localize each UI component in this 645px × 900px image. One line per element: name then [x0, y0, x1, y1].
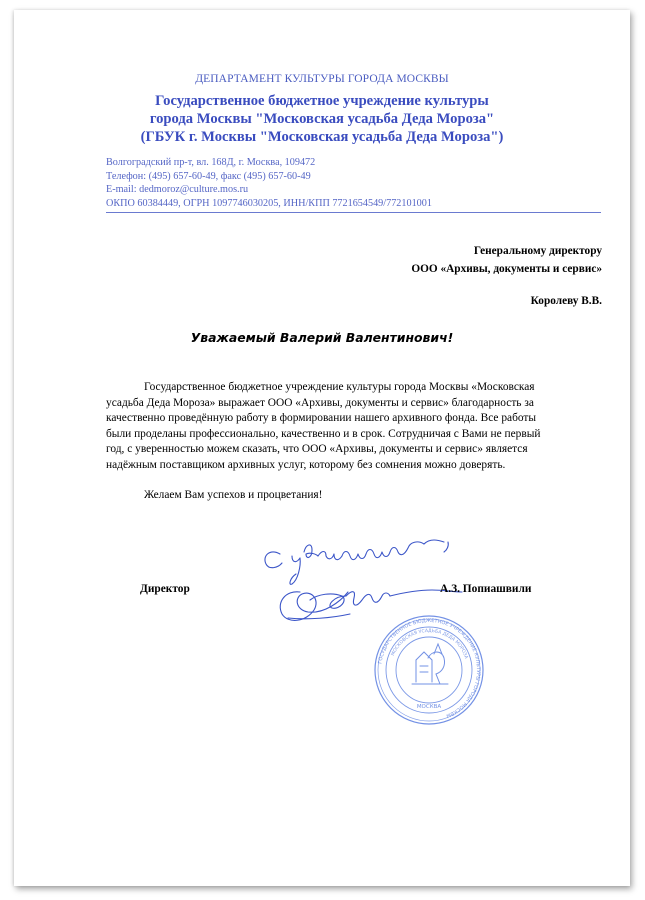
- paragraph-line: качественно проведённую работу в формировании нашего архивного фонда. Все работы: [106, 412, 537, 425]
- paragraph-line: надёжным поставщиком архивных услуг, которому без сомнения можно доверять.: [106, 458, 506, 471]
- paragraph-line: год, с уверенностью можем сказать, что ООО «Архивы, документы и сервис» является: [106, 443, 528, 456]
- address-line: Волгоградский пр-т, вл. 168Д, г. Москва, 109472: [106, 157, 316, 168]
- salutation: Уважаемый Валерий Валентинович!: [190, 330, 454, 345]
- addressee-name: Королеву В.В.: [530, 295, 602, 307]
- signatory-title: Директор: [140, 583, 190, 595]
- department-name: ДЕПАРТАМЕНТ КУЛЬТУРЫ ГОРОДА МОСКВЫ: [195, 73, 449, 85]
- phone-line: Телефон: (495) 657-60-49, факс (495) 657-60-49: [106, 170, 311, 182]
- addressee-position: Генеральному директору: [473, 245, 602, 257]
- org-title-line-2: города Москвы "Московская усадьба Деда Мороза": [149, 111, 495, 127]
- addressee-block: [411, 242, 602, 310]
- paragraph-line: были проделаны профессионально, качественно и в срок. Сотрудничая с Вами не первый: [106, 427, 541, 440]
- codes-line: ОКПО 60384449, ОГРН 1097746030205, ИНН/КПП 7721654549/772101001: [106, 197, 432, 209]
- letter-page: [14, 10, 630, 886]
- org-title-line-3: (ГБУК г. Москвы "Московская усадьба Деда Мороза"): [140, 129, 504, 145]
- paragraph-line: Государственное бюджетное учреждение культуры города Москвы «Московская: [144, 381, 535, 393]
- letterhead-divider: [106, 212, 601, 213]
- official-seal-stamp: [372, 614, 486, 726]
- letter-paragraph: [106, 380, 600, 474]
- org-title-line-1: Государственное бюджетное учреждение культуры: [155, 93, 489, 109]
- letter-body: [14, 10, 630, 886]
- svg-text:МОСКОВСКАЯ УСАДЬБА ДЕДА МОРОЗА: МОСКОВСКАЯ УСАДЬБА ДЕДА МОРОЗА: [390, 628, 469, 660]
- addressee-company: ООО «Архивы, документы и сервис»: [411, 263, 602, 275]
- closing-wishes: Желаем Вам успехов и процветания!: [144, 489, 323, 501]
- paragraph-line: усадьба Деда Мороза» выражает ООО «Архивы, документы и сервис» благодарность за: [106, 396, 534, 409]
- signatory-name: А.З. Попиашвили: [440, 583, 532, 595]
- contact-block: [106, 156, 432, 210]
- svg-text:МОСКВА: МОСКВА: [416, 704, 442, 710]
- svg-text:ГОСУДАРСТВЕННОЕ БЮДЖЕТНОЕ УЧРЕ: ГОСУДАРСТВЕННОЕ БЮДЖЕТНОЕ УЧРЕЖДЕНИЕ КУЛЬТУРЫ ГОРОДА МОСКВЫ: [377, 617, 482, 719]
- email-line: E-mail: dedmoroz@culture.mos.ru: [106, 184, 249, 195]
- organization-title: [14, 92, 630, 146]
